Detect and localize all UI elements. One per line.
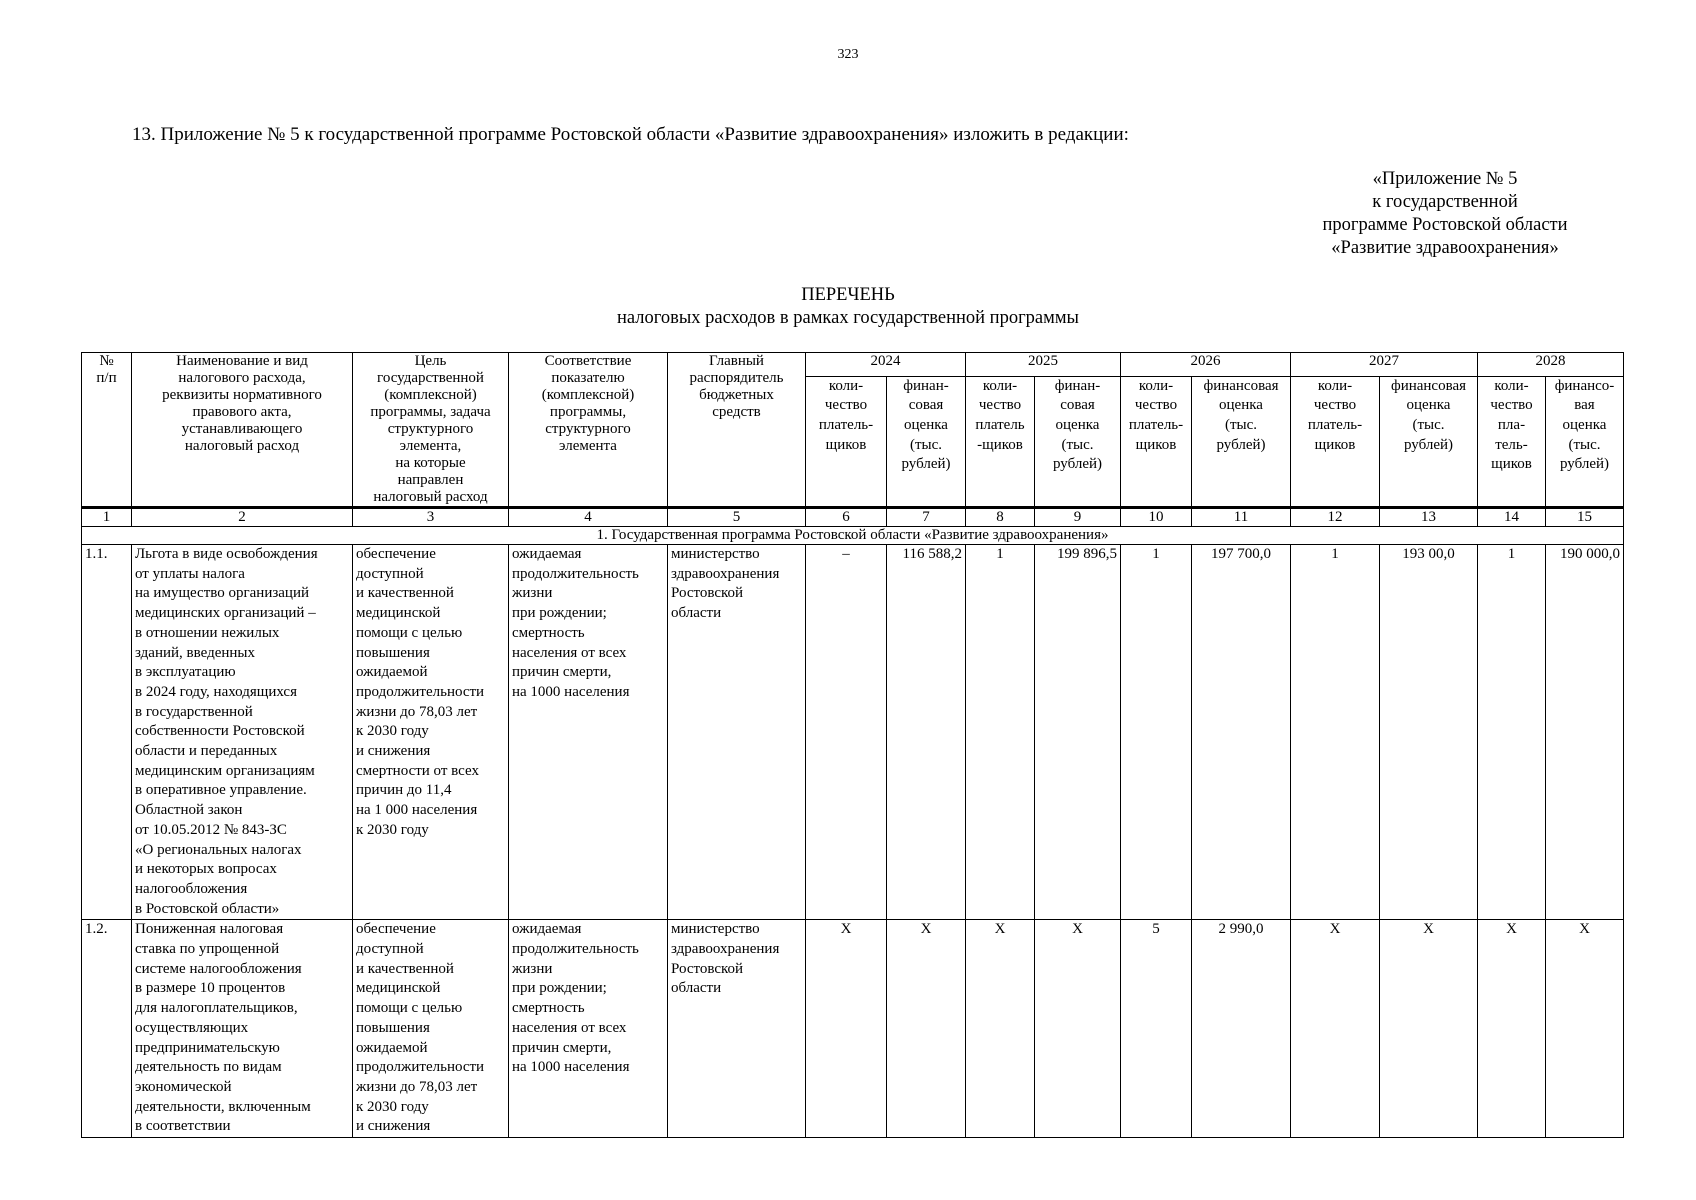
estimate-2027: Х [1380,920,1478,1138]
column-number: 1 [82,508,132,527]
table-row [82,920,1624,1138]
header-year-2028: 2028 [1478,353,1624,377]
appendix-line: к государственной [1372,192,1518,212]
page-number: 323 [837,47,859,62]
column-number: 14 [1478,508,1546,527]
column-number: 2 [132,508,353,527]
header-year-2027: 2027 [1291,353,1478,377]
column-number: 8 [966,508,1035,527]
column-number: 4 [509,508,668,527]
payers-2024: Х [806,920,887,1138]
header-year-2026: 2026 [1121,353,1291,377]
header-num: № п/п [82,353,132,508]
table-row [82,545,1624,920]
column-number: 12 [1291,508,1380,527]
header-estimate-2024: финан- совая оценка (тыс. рублей) [887,376,966,507]
header-goal: Цель государственной (комплексной) программы, задача структурного элемента, на которые направлен налоговый расход [353,353,509,508]
tax-expense-name: Пониженная налоговая ставка по упрощенной системе налогообложения в размере 10 процентов для налогоплательщиков, осуществляющих предпринимательскую деятельность по видам экономической деятельности, включенным в соответствии [132,920,353,1138]
column-number: 13 [1380,508,1478,527]
row-number: 1.1. [82,545,132,920]
column-number: 7 [887,508,966,527]
list-title [0,284,1696,330]
appendix-line: программе Ростовской области [1322,215,1568,235]
payers-2024: – [806,545,887,920]
estimate-2025: Х [1035,920,1121,1138]
payers-2026: 5 [1121,920,1192,1138]
program-indicator: ожидаемая продолжительность жизни при рождении; смертность населения от всех причин смерти, на 1000 населения [509,920,668,1138]
column-number-row [82,508,1624,527]
header-estimate-2025: финан- совая оценка (тыс. рублей) [1035,376,1121,507]
column-number: 6 [806,508,887,527]
header-year-2024: 2024 [806,353,966,377]
column-number: 15 [1546,508,1624,527]
payers-2026: 1 [1121,545,1192,920]
appendix-line: «Развитие здравоохранения» [1331,238,1559,258]
list-title-sub: налоговых расходов в рамках государственной программы [617,308,1079,328]
payers-2025: 1 [966,545,1035,920]
header-indicator: Соответствие показателю (комплексной) программы, структурного элемента [509,353,668,508]
list-title-main: ПЕРЕЧЕНЬ [801,285,895,305]
appendix-heading [1250,168,1640,260]
section-row [82,527,1624,545]
estimate-2024: Х [887,920,966,1138]
estimate-2027: 193 00,0 [1380,545,1478,920]
budget-manager: министерство здравоохранения Ростовской области [668,545,806,920]
estimate-2028: 190 000,0 [1546,545,1624,920]
column-number: 5 [668,508,806,527]
column-number: 9 [1035,508,1121,527]
estimate-2025: 199 896,5 [1035,545,1121,920]
estimate-2026: 2 990,0 [1192,920,1291,1138]
header-name: Наименование и вид налогового расхода, реквизиты нормативного правового акта, устанавливающего налоговый расход [132,353,353,508]
estimate-2024: 116 588,2 [887,545,966,920]
payers-2027: 1 [1291,545,1380,920]
budget-manager: министерство здравоохранения Ростовской области [668,920,806,1138]
column-number: 3 [353,508,509,527]
estimate-2026: 197 700,0 [1192,545,1291,920]
header-payers-2027: коли- чество платель- щиков [1291,376,1380,507]
program-goal: обеспечение доступной и качественной медицинской помощи с целью повышения ожидаемой продолжительности жизни до 78,03 лет к 2030 году и снижения смертности от всех причин до 11,4 на 1 000 населения к 2030 году [353,545,509,920]
tax-expense-name: Льгота в виде освобождения от уплаты налога на имущество организаций медицинских организаций – в отношении нежилых зданий, введенных в эксплуатацию в 2024 году, находящихся в государственной собственности Ростовской области и переданных медицинским организациям в оперативное управление. Областной закон от 10.05.2012 № 843-ЗС «О региональных налогах и некоторых вопросах налогообложения в Ростовской области» [132,545,353,920]
header-manager: Главный распорядитель бюджетных средств [668,353,806,508]
tax-expenditure-table [81,352,1624,1138]
program-indicator: ожидаемая продолжительность жизни при рождении; смертность населения от всех причин смерти, на 1000 населения [509,545,668,920]
amendment-instruction: 13. Приложение № 5 к государственной программе Ростовской области «Развитие здравоохранения» изложить в редакции: [132,124,1129,145]
header-year-2025: 2025 [966,353,1121,377]
program-goal: обеспечение доступной и качественной медицинской помощи с целью повышения ожидаемой продолжительности жизни до 78,03 лет к 2030 году и снижения [353,920,509,1138]
column-number: 10 [1121,508,1192,527]
header-payers-2025: коли- чество платель -щиков [966,376,1035,507]
header-payers-2024: коли- чество платель- щиков [806,376,887,507]
header-payers-2028: коли- чество пла- тель- щиков [1478,376,1546,507]
header-estimate-2027: финансовая оценка (тыс. рублей) [1380,376,1478,507]
header-payers-2026: коли- чество платель- щиков [1121,376,1192,507]
estimate-2028: Х [1546,920,1624,1138]
payers-2025: Х [966,920,1035,1138]
row-number: 1.2. [82,920,132,1138]
column-number: 11 [1192,508,1291,527]
payers-2028: Х [1478,920,1546,1138]
header-estimate-2026: финансовая оценка (тыс. рублей) [1192,376,1291,507]
appendix-line: «Приложение № 5 [1372,169,1518,189]
header-estimate-2028: финансо- вая оценка (тыс. рублей) [1546,376,1624,507]
payers-2027: Х [1291,920,1380,1138]
section-title: 1. Государственная программа Ростовской области «Развитие здравоохранения» [82,527,1624,545]
payers-2028: 1 [1478,545,1546,920]
